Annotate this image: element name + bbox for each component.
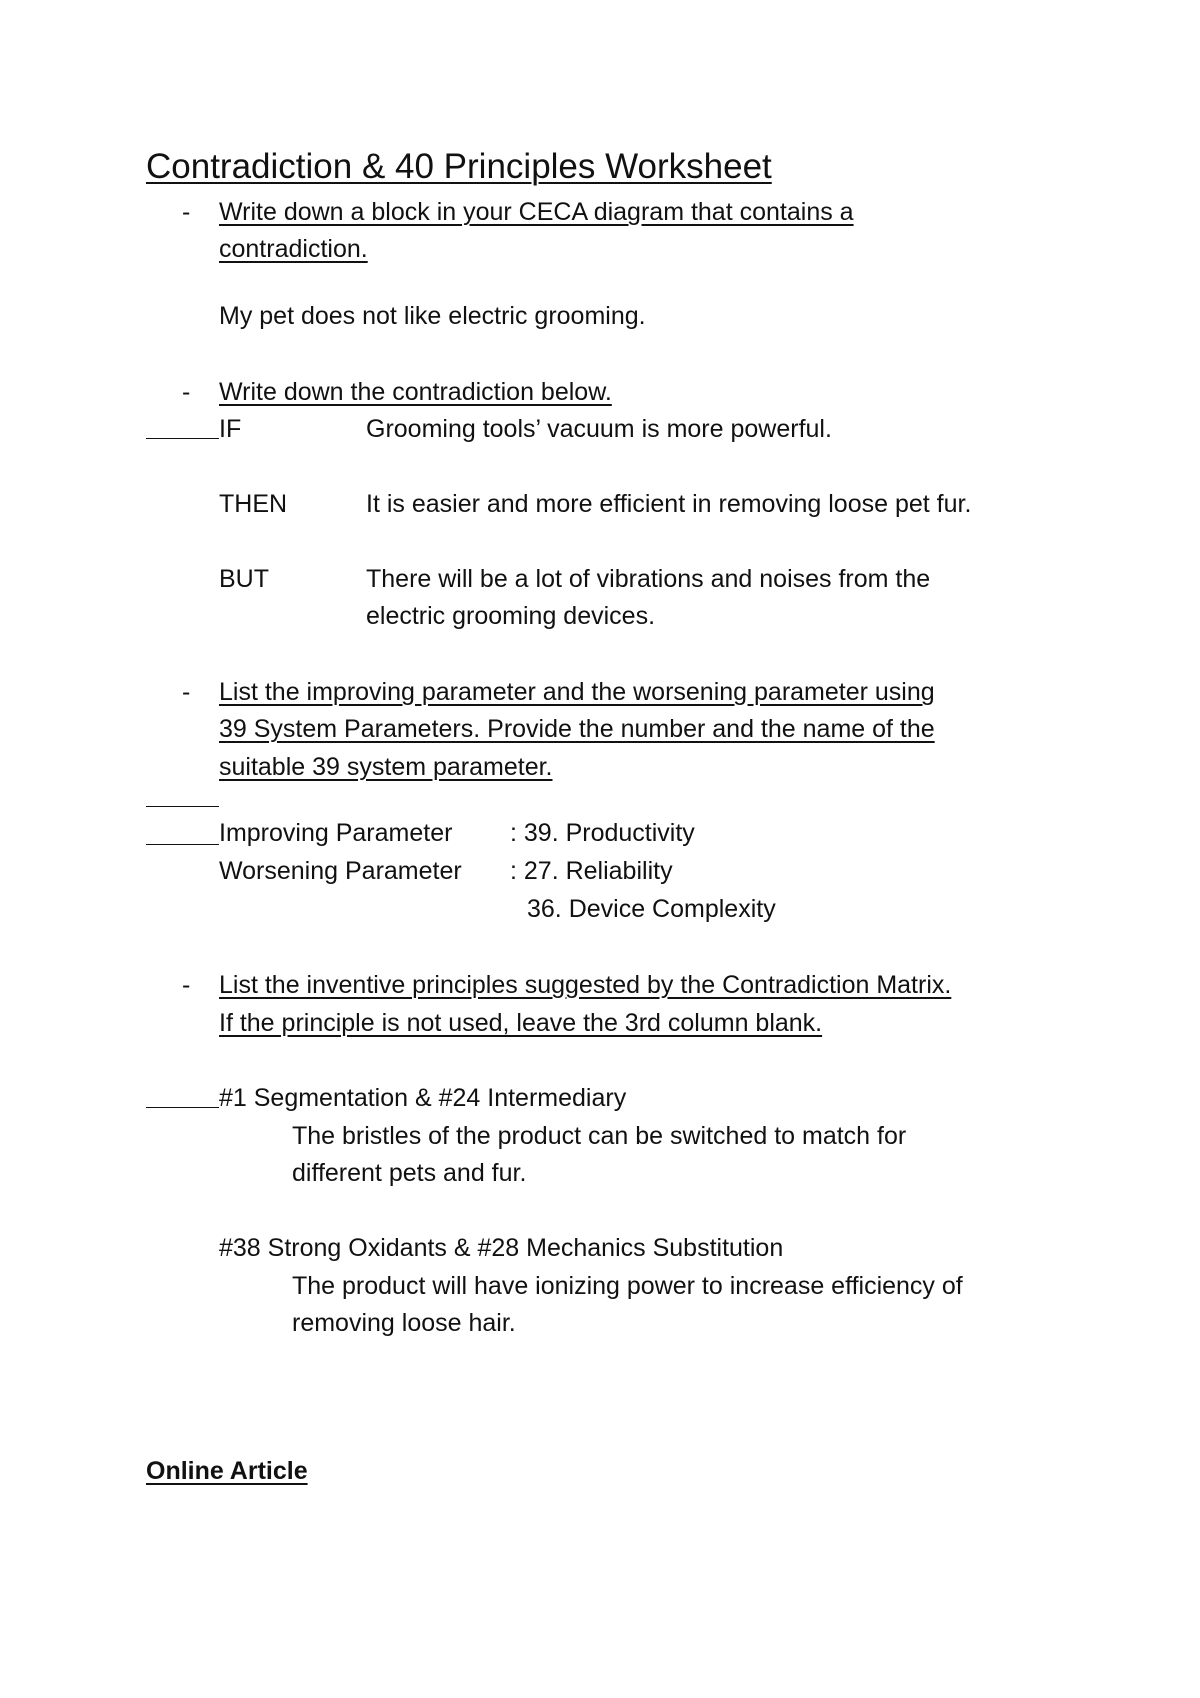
prompt-parameters-line1: List the improving parameter and the worsening parameter using	[219, 678, 935, 706]
bullet-dash: -	[182, 971, 191, 999]
but-text-line2: electric grooming devices.	[366, 602, 656, 630]
principle-title: #38 Strong Oxidants & #28 Mechanics Substitution	[219, 1234, 784, 1262]
principle-description: The bristles of the product can be switched to match for	[292, 1122, 907, 1150]
then-label: THEN	[219, 490, 288, 518]
prompt-parameters-line3: suitable 39 system parameter.	[219, 753, 553, 781]
if-label: IF	[219, 415, 242, 443]
bullet-dash: -	[182, 198, 191, 226]
blank-line	[146, 1107, 219, 1108]
bullet-dash: -	[182, 378, 191, 406]
principle-title: #1 Segmentation & #24 Intermediary	[219, 1084, 627, 1112]
but-label: BUT	[219, 565, 269, 593]
but-text-line1: There will be a lot of vibrations and noises from the	[366, 565, 931, 593]
improving-parameter-value: : 39. Productivity	[510, 819, 695, 847]
worsening-parameter-value: : 27. Reliability	[510, 857, 673, 885]
bullet-dash: -	[182, 678, 191, 706]
blank-line	[146, 844, 219, 845]
if-text: Grooming tools’ vacuum is more powerful.	[366, 415, 832, 443]
blank-line	[146, 806, 219, 807]
page-title: Contradiction & 40 Principles Worksheet	[146, 147, 772, 186]
prompt-block-line2: contradiction.	[219, 235, 368, 263]
principle-description: different pets and fur.	[292, 1159, 527, 1187]
online-article-heading: Online Article	[146, 1457, 308, 1485]
worsening-parameter-label: Worsening Parameter	[219, 857, 462, 885]
improving-parameter-label: Improving Parameter	[219, 819, 453, 847]
blank-line	[146, 438, 219, 439]
prompt-principles-line2: If the principle is not used, leave the 3rd column blank.	[219, 1009, 823, 1037]
worsening-parameter-value: 36. Device Complexity	[527, 895, 776, 923]
block-answer: My pet does not like electric grooming.	[219, 302, 646, 330]
prompt-parameters-line2: 39 System Parameters. Provide the number and the name of the	[219, 715, 935, 743]
prompt-contradiction: Write down the contradiction below.	[219, 378, 612, 406]
then-text: It is easier and more efficient in removing loose pet fur.	[366, 490, 972, 518]
principle-description: The product will have ionizing power to increase efficiency of	[292, 1272, 963, 1300]
prompt-principles-line1: List the inventive principles suggested by the Contradiction Matrix.	[219, 971, 952, 999]
principle-description: removing loose hair.	[292, 1309, 516, 1337]
prompt-block-line1: Write down a block in your CECA diagram that contains a	[219, 198, 854, 226]
